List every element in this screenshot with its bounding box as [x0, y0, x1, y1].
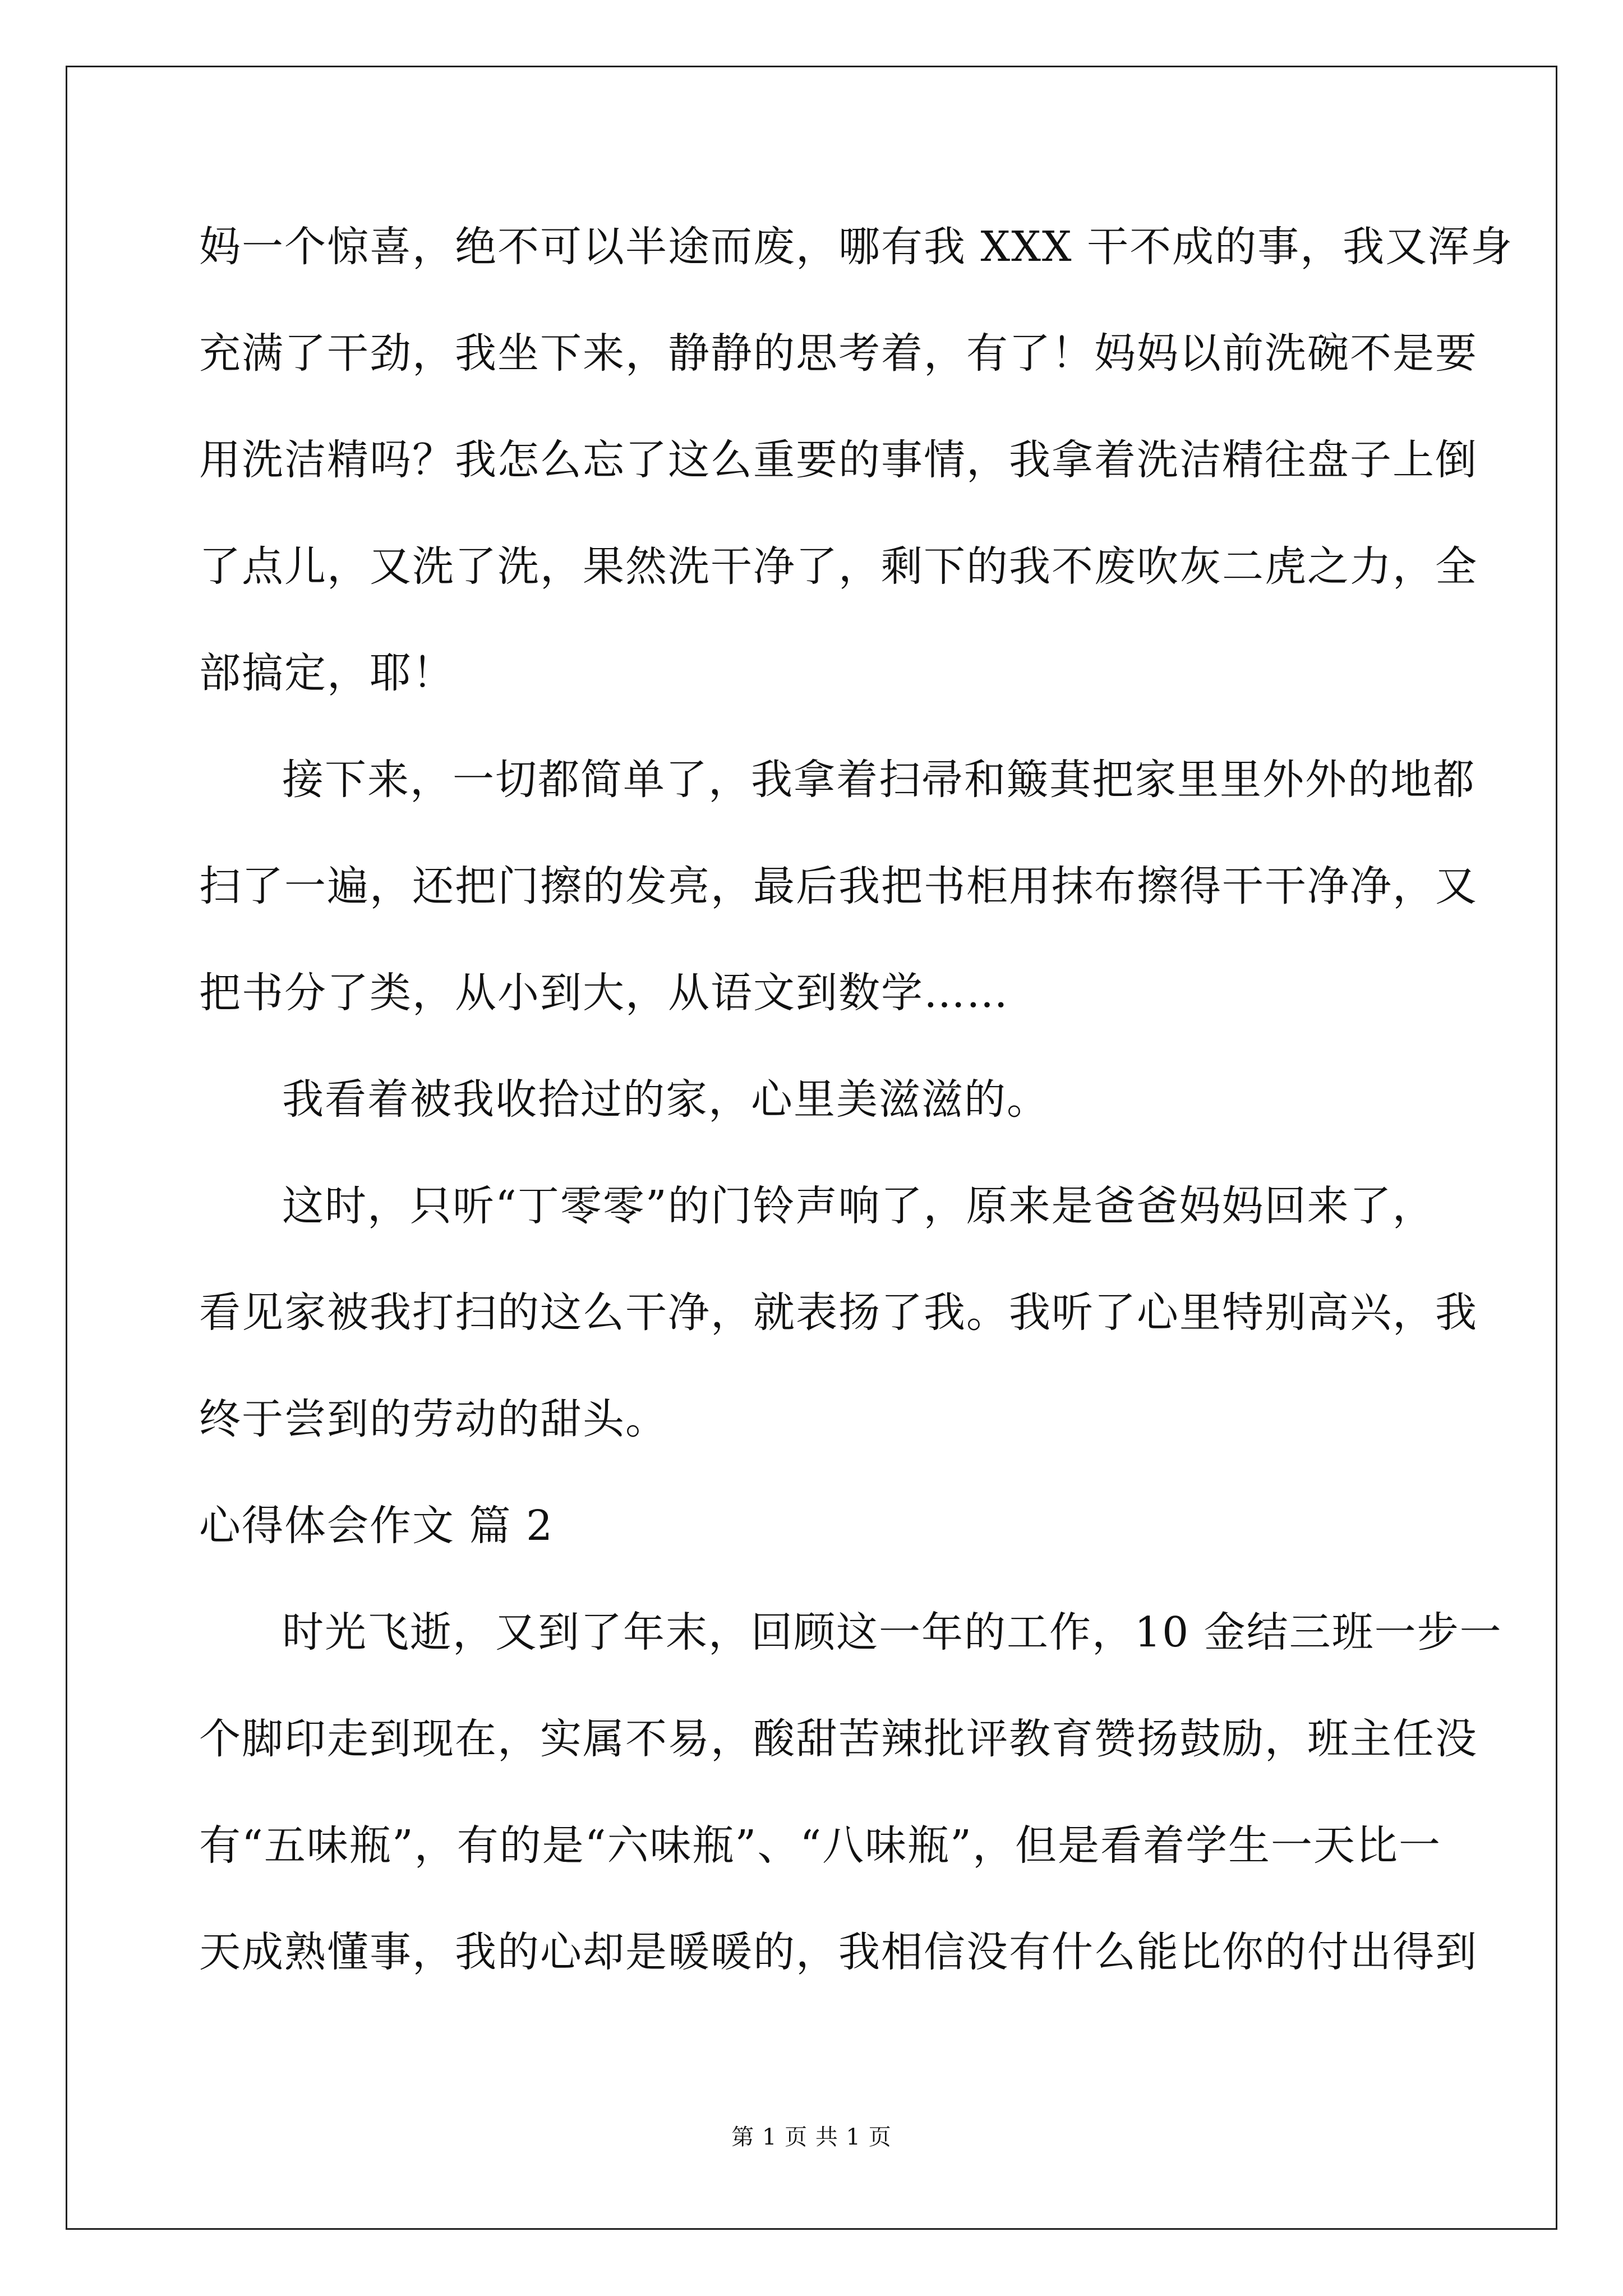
- page-number-footer: 第 1 页 共 1 页: [731, 2124, 892, 2150]
- page-border: [66, 66, 1557, 2230]
- text-line: 看见家被我打扫的这么干净，就表扬了我。我听了心里特别高兴，我: [199, 1289, 1478, 1337]
- paragraph-first-line: 时光飞逝，又到了年末，回顾这一年的工作，10 金结三班一步一: [282, 1608, 1502, 1657]
- text-line: 了点儿，又洗了洗，果然洗干净了，剩下的我不废吹灰二虎之力，全: [199, 542, 1478, 591]
- text-line: 充满了干劲，我坐下来，静静的思考着，有了！妈妈以前洗碗不是要: [199, 329, 1478, 378]
- text-line: 扫了一遍，还把门擦的发亮，最后我把书柜用抹布擦得干干净净，又: [199, 862, 1478, 910]
- paragraph-first-line: 我看着被我收拾过的家，心里美滋滋的。: [282, 1075, 1049, 1124]
- text-line: 把书分了类，从小到大，从语文到数学……: [199, 969, 1009, 1017]
- section-heading: 心得体会作文 篇 2: [199, 1502, 554, 1550]
- paragraph-first-line: 接下来，一切都简单了，我拿着扫帚和簸萁把家里里外外的地都: [282, 756, 1476, 804]
- text-line: 个脚印走到现在，实属不易，酸甜苦辣批评教育赞扬鼓励，班主任没: [199, 1715, 1478, 1763]
- text-line: 妈一个惊喜，绝不可以半途而废，哪有我 XXX 干不成的事，我又浑身: [199, 223, 1514, 271]
- text-line: 终于尝到的劳动的甜头。: [199, 1395, 668, 1443]
- paragraph-first-line: 这时，只听“丁零零”的门铃声响了，原来是爸爸妈妈回来了，: [282, 1182, 1435, 1230]
- text-line: 天成熟懂事，我的心却是暖暖的，我相信没有什么能比你的付出得到: [199, 1928, 1478, 1976]
- text-line: 部搞定，耶！: [199, 649, 455, 697]
- text-line: 有“五味瓶”，有的是“六味瓶”、“八味瓶”，但是看着学生一天比一: [199, 1821, 1441, 1870]
- text-line: 用洗洁精吗？我怎么忘了这么重要的事情，我拿着洗洁精往盘子上倒: [199, 436, 1478, 484]
